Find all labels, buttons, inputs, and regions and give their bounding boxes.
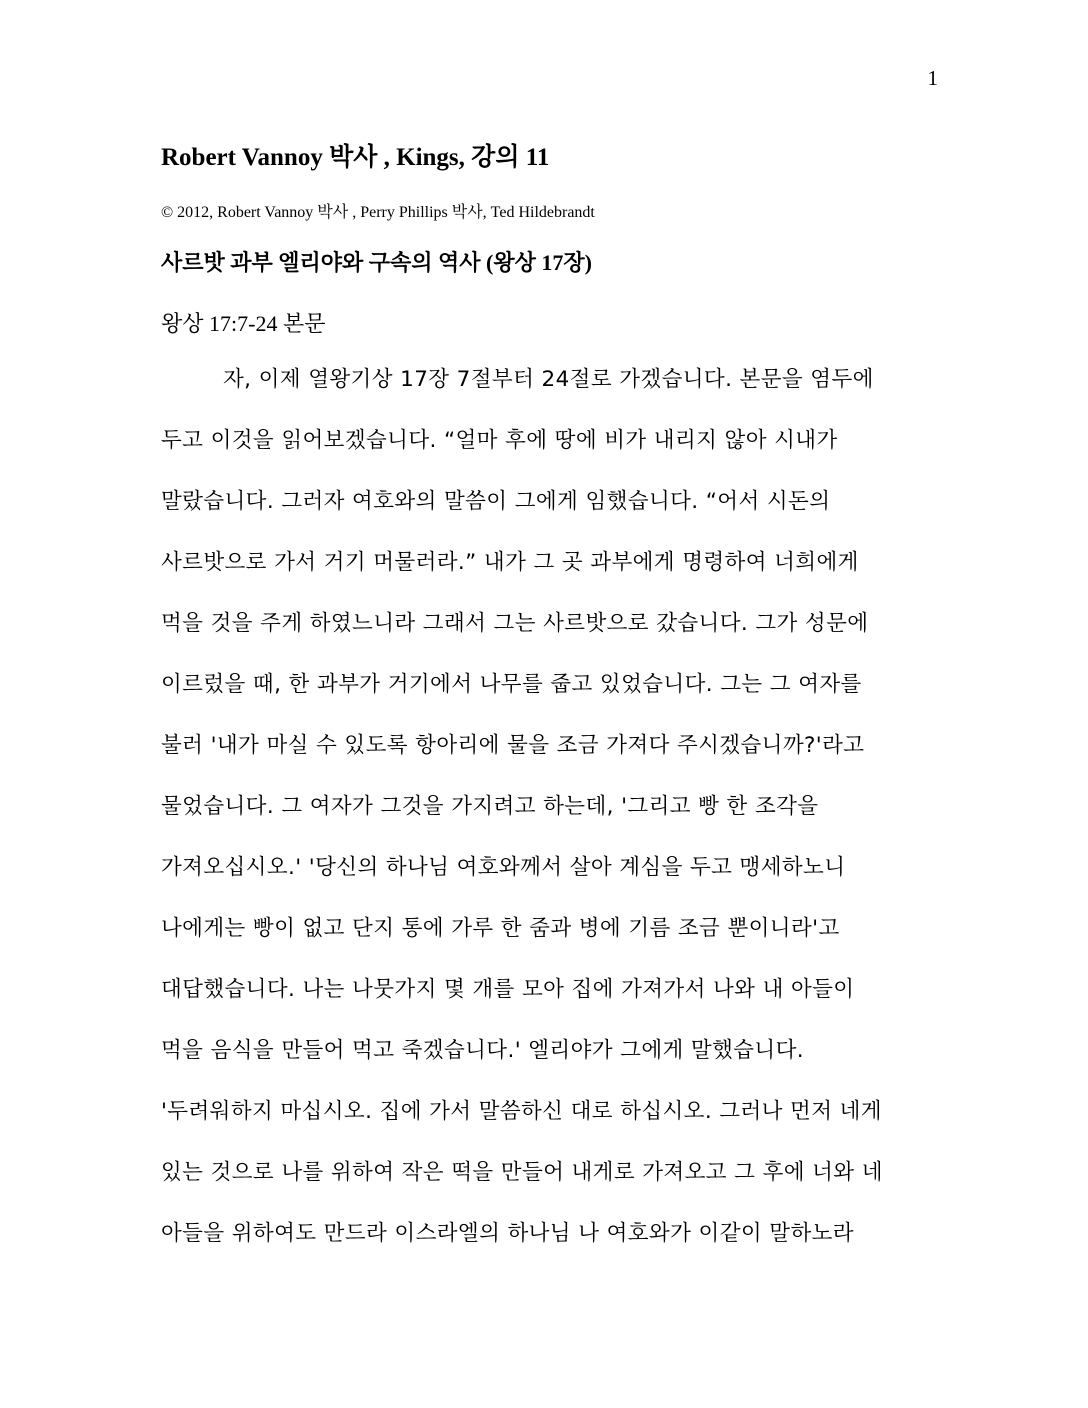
document-title: Robert Vannoy 박사 , Kings, 강의 11	[161, 144, 550, 171]
passage-reference: 왕상 17:7-24 본문	[161, 311, 326, 336]
body-line: 나에게는 빵이 없고 단지 통에 가루 한 줌과 병에 기름 조금 뿐이니라'고	[161, 916, 840, 941]
body-line: 이르렀을 때, 한 과부가 거기에서 나무를 줍고 있었습니다. 그는 그 여자를	[161, 672, 862, 697]
body-line: 사르밧으로 가서 거기 머물러라.” 내가 그 곳 과부에게 명령하여 너희에게	[161, 550, 859, 575]
body-line: 말랐습니다. 그러자 여호와의 말씀이 그에게 임했습니다. “어서 시돈의	[161, 489, 831, 514]
body-line: '두려워하지 마십시오. 집에 가서 말씀하신 대로 하십시오. 그러나 먼저 네게	[161, 1099, 882, 1124]
body-line: 물었습니다. 그 여자가 그것을 가지려고 하는데, '그리고 빵 한 조각을	[161, 794, 819, 819]
body-line: 두고 이것을 읽어보겠습니다. “얼마 후에 땅에 비가 내리지 않아 시내가	[161, 428, 838, 453]
page-number: 1	[927, 66, 938, 90]
body-line: 불러 '내가 마실 수 있도록 항아리에 물을 조금 가져다 주시겠습니까?'라고	[161, 733, 865, 758]
body-line: 자, 이제 열왕기상 17장 7절부터 24절로 가겠습니다. 본문을 염두에	[223, 367, 874, 392]
copyright-line: © 2012, Robert Vannoy 박사 , Perry Phillips 박사, Ted Hildebrandt	[161, 204, 595, 221]
body-line: 아들을 위하여도 만드라 이스라엘의 하나님 나 여호와가 이같이 말하노라	[161, 1221, 854, 1246]
body-line: 먹을 것을 주게 하였느니라 그래서 그는 사르밧으로 갔습니다. 그가 성문에	[161, 611, 869, 636]
body-line: 대답했습니다. 나는 나뭇가지 몇 개를 모아 집에 가져가서 나와 내 아들이	[161, 977, 855, 1002]
body-paragraph	[161, 362, 931, 1277]
body-line: 있는 것으로 나를 위하여 작은 떡을 만들어 내게로 가져오고 그 후에 너와 네	[161, 1160, 883, 1185]
section-heading: 사르밧 과부 엘리야와 구속의 역사 (왕상 17장)	[161, 250, 592, 275]
body-line: 먹을 음식을 만들어 먹고 죽겠습니다.' 엘리야가 그에게 말했습니다.	[161, 1038, 804, 1063]
body-line: 가져오십시오.' '당신의 하나님 여호와께서 살아 계심을 두고 맹세하노니	[161, 855, 846, 880]
